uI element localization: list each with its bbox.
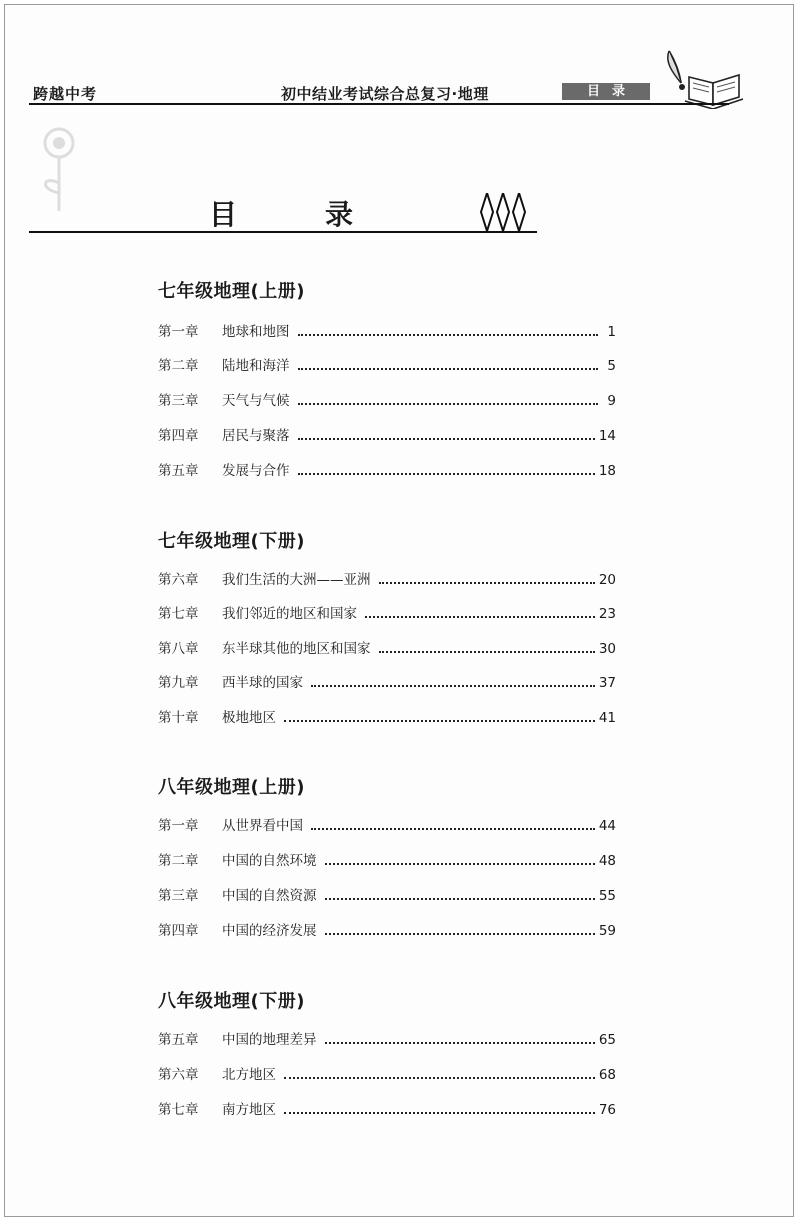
toc-entry[interactable] xyxy=(158,671,616,691)
toc-page-number: 23 xyxy=(598,606,616,622)
toc-chapter-name: 发展与合作 xyxy=(222,463,290,479)
toc-dot-leader xyxy=(325,1039,595,1044)
toc-chapter-name: 中国的自然环境 xyxy=(222,853,317,869)
section-title-grade8-vol1: 八年级地理(上册) xyxy=(158,777,305,798)
toc-chapter-number: 第三章 xyxy=(158,888,199,904)
toc-dot-leader xyxy=(284,717,595,722)
toc-dot-leader xyxy=(379,579,595,584)
toc-chapter-number: 第六章 xyxy=(158,572,199,588)
toc-entry[interactable] xyxy=(158,814,616,834)
toc-page-number: 68 xyxy=(598,1067,616,1083)
section-title-grade7-vol1: 七年级地理(上册) xyxy=(158,281,305,302)
toc-chapter-name: 我们生活的大洲——亚洲 xyxy=(222,572,371,588)
toc-dot-leader xyxy=(365,613,595,618)
toc-entry[interactable] xyxy=(158,1063,616,1083)
toc-chapter-name: 东半球其他的地区和国家 xyxy=(222,641,371,657)
toc-page-number: 59 xyxy=(598,923,616,939)
toc-page-number: 20 xyxy=(598,572,616,588)
toc-chapter-name: 中国的自然资源 xyxy=(222,888,317,904)
toc-dot-leader xyxy=(379,648,595,653)
page-title-char-2: 录 xyxy=(325,198,354,231)
toc-chapter-number: 第二章 xyxy=(158,853,199,869)
toc-chapter-number: 第三章 xyxy=(158,393,199,409)
toc-dot-leader xyxy=(284,1074,595,1079)
title-rule xyxy=(29,231,537,233)
toc-dot-leader xyxy=(325,930,595,935)
toc-chapter-number: 第二章 xyxy=(158,358,199,374)
section-title-grade7-vol2: 七年级地理(下册) xyxy=(158,531,305,552)
toc-entry[interactable] xyxy=(158,919,616,939)
toc-chapter-name: 地球和地图 xyxy=(222,324,290,340)
diamond-ornament-icon xyxy=(479,193,529,231)
toc-chapter-number: 第八章 xyxy=(158,641,199,657)
toc-entry[interactable] xyxy=(158,1028,616,1048)
toc-chapter-number: 第九章 xyxy=(158,675,199,691)
header-section-badge: 目录 xyxy=(562,83,650,100)
toc-chapter-number: 第四章 xyxy=(158,428,199,444)
toc-dot-leader xyxy=(298,400,599,405)
toc-chapter-name: 居民与聚落 xyxy=(222,428,290,444)
toc-dot-leader xyxy=(311,825,595,830)
toc-chapter-name: 天气与气候 xyxy=(222,393,290,409)
toc-dot-leader xyxy=(298,365,599,370)
page-title-char-1: 目 xyxy=(209,198,238,231)
toc-page-number: 9 xyxy=(607,393,616,409)
toc-chapter-number: 第四章 xyxy=(158,923,199,939)
toc-chapter-number: 第六章 xyxy=(158,1067,199,1083)
toc-dot-leader xyxy=(325,895,595,900)
toc-entry[interactable] xyxy=(158,568,616,588)
toc-entry[interactable] xyxy=(158,389,616,409)
document-page xyxy=(4,4,794,1217)
toc-page-number: 48 xyxy=(598,853,616,869)
open-book-quill-icon xyxy=(655,49,747,109)
toc-chapter-name: 中国的地理差异 xyxy=(222,1032,317,1048)
toc-entry[interactable] xyxy=(158,849,616,869)
toc-dot-leader xyxy=(298,435,595,440)
section-title-grade8-vol2: 八年级地理(下册) xyxy=(158,991,305,1012)
toc-chapter-number: 第十章 xyxy=(158,710,199,726)
toc-page-number: 55 xyxy=(598,888,616,904)
toc-entry[interactable] xyxy=(158,602,616,622)
page-title xyxy=(29,193,539,235)
toc-entry[interactable] xyxy=(158,354,616,374)
toc-entry[interactable] xyxy=(158,884,616,904)
toc-page-number: 41 xyxy=(598,710,616,726)
toc-chapter-number: 第五章 xyxy=(158,463,199,479)
toc-chapter-number: 第一章 xyxy=(158,324,199,340)
toc-page-number: 5 xyxy=(607,358,616,374)
toc-page-number: 30 xyxy=(598,641,616,657)
toc-page-number: 44 xyxy=(598,818,616,834)
toc-page-number: 76 xyxy=(598,1102,616,1118)
toc-chapter-number: 第七章 xyxy=(158,606,199,622)
toc-dot-leader xyxy=(284,1109,595,1114)
toc-chapter-name: 陆地和海洋 xyxy=(222,358,290,374)
toc-entry[interactable] xyxy=(158,637,616,657)
toc-page-number: 14 xyxy=(598,428,616,444)
toc-page-number: 65 xyxy=(598,1032,616,1048)
header-book-title: 初中结业考试综合总复习·地理 xyxy=(281,85,489,103)
toc-dot-leader xyxy=(298,331,599,336)
toc-dot-leader xyxy=(311,682,595,687)
toc-page-number: 37 xyxy=(598,675,616,691)
header-rule xyxy=(29,103,729,105)
toc-chapter-name: 我们邻近的地区和国家 xyxy=(222,606,357,622)
toc-chapter-number: 第五章 xyxy=(158,1032,199,1048)
toc-entry[interactable] xyxy=(158,1098,616,1118)
header-series-name: 跨越中考 xyxy=(33,85,98,103)
toc-chapter-name: 西半球的国家 xyxy=(222,675,303,691)
toc-chapter-number: 第一章 xyxy=(158,818,199,834)
toc-entry[interactable] xyxy=(158,459,616,479)
toc-chapter-name: 南方地区 xyxy=(222,1102,276,1118)
toc-dot-leader xyxy=(298,470,595,475)
toc-page-number: 18 xyxy=(598,463,616,479)
toc-dot-leader xyxy=(325,860,595,865)
toc-entry[interactable] xyxy=(158,320,616,340)
toc-chapter-number: 第七章 xyxy=(158,1102,199,1118)
toc-page-number: 1 xyxy=(607,324,616,340)
toc-chapter-name: 从世界看中国 xyxy=(222,818,303,834)
toc-entry[interactable] xyxy=(158,424,616,444)
toc-chapter-name: 北方地区 xyxy=(222,1067,276,1083)
toc-chapter-name: 中国的经济发展 xyxy=(222,923,317,939)
toc-chapter-name: 极地地区 xyxy=(222,710,276,726)
toc-entry[interactable] xyxy=(158,706,616,726)
